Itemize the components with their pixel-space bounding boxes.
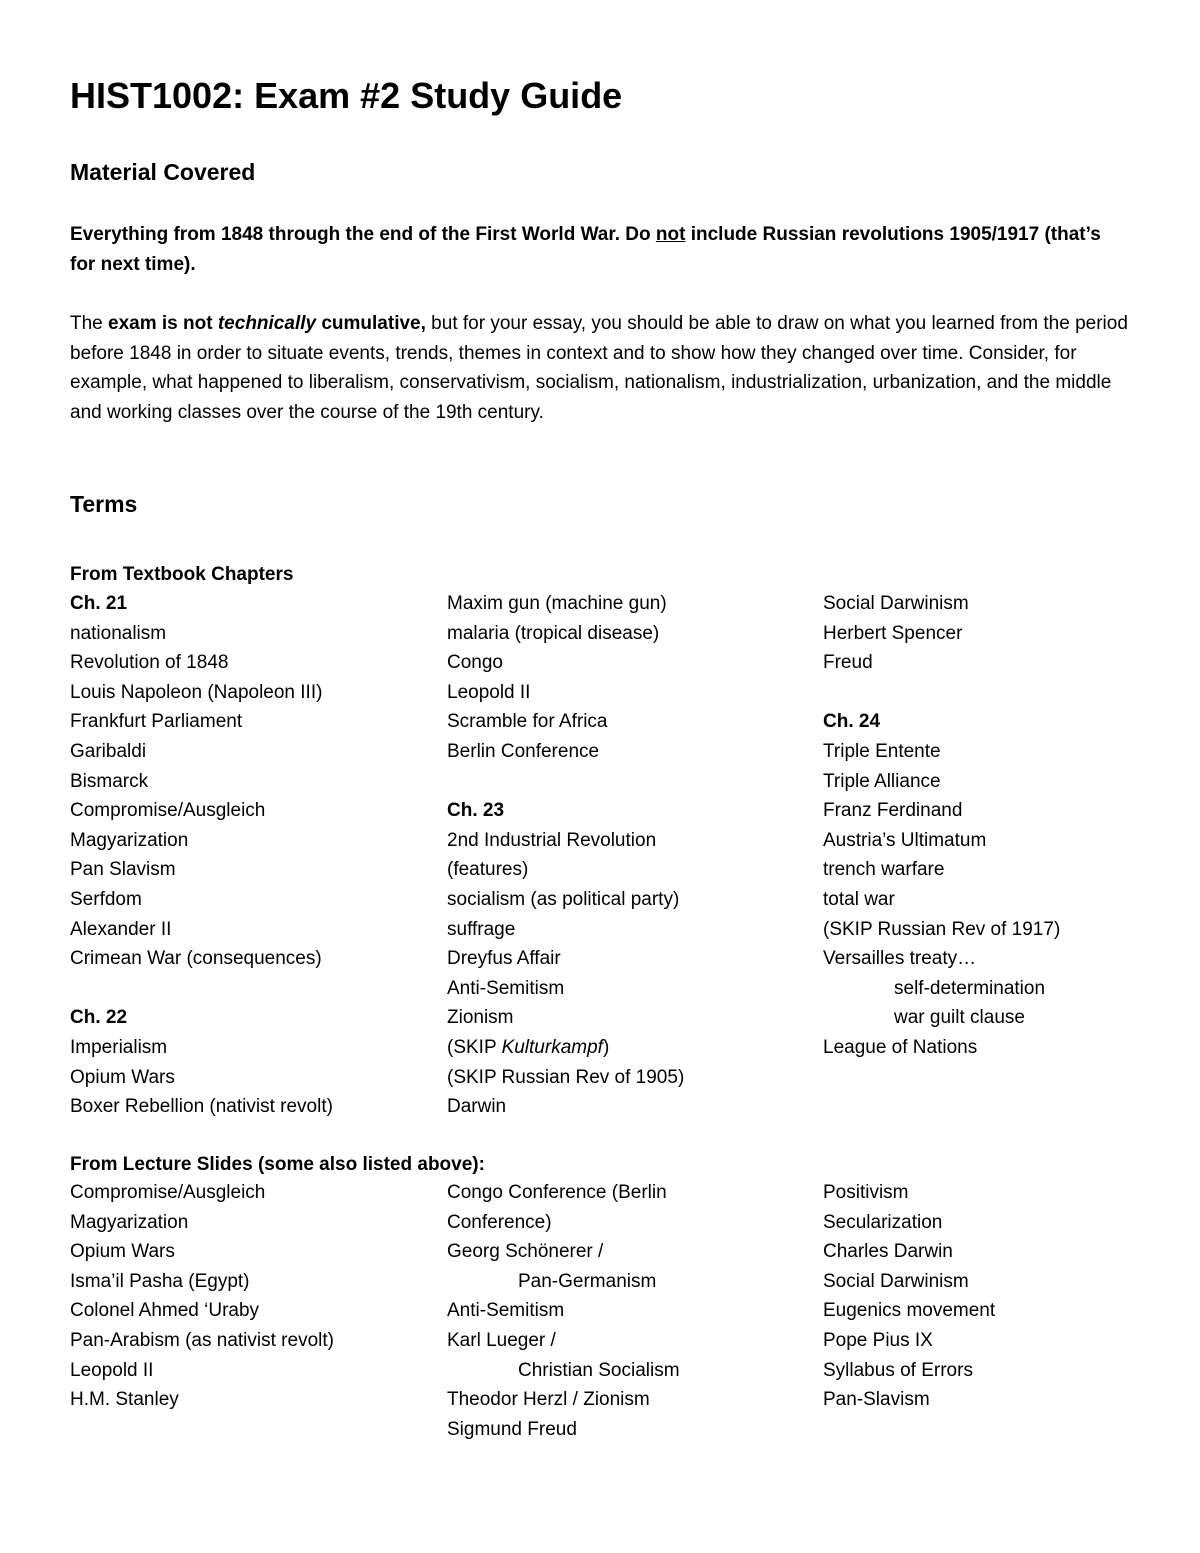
term-subitem: war guilt clause [894,1007,1025,1029]
term-item: Positivism [823,1182,909,1203]
term-item: Pope Pius IX [823,1329,933,1351]
term-item: Frankfurt Parliament [70,711,243,733]
term-item: Maxim gun (machine gun) [447,593,667,614]
term-item: Congo [447,652,503,674]
skip-prefix: (SKIP [447,1036,502,1058]
para-bold-1: exam is not [108,313,218,334]
term-item: Leopold II [447,681,531,703]
term-item: Eugenics movement [823,1300,996,1322]
term-item: Anti-Semitism [447,977,565,999]
term-item: Magyarization [70,829,189,851]
term-item: Louis Napoleon (Napoleon III) [70,681,323,703]
textbook-column-2 [447,589,684,1122]
term-item: Social Darwinism [823,593,969,614]
term-item: malaria (tropical disease) [447,622,660,644]
term-item: (SKIP Russian Rev of 1905) [447,1066,685,1088]
term-item: Opium Wars [70,1241,175,1263]
term-item: Serfdom [70,888,142,910]
skip-suffix: ) [602,1036,610,1058]
term-item-skip-kulturkampf [447,1033,684,1063]
term-item: Revolution of 1848 [70,652,229,674]
textbook-subheading: From Textbook Chapters [70,564,294,585]
term-item: Berlin Conference [447,740,600,762]
term-item: Conference) [447,1211,552,1233]
term-item: Herbert Spencer [823,622,963,644]
term-item: Crimean War (consequences) [70,948,322,970]
chapter-heading: Ch. 23 [447,800,505,822]
term-item: Versailles treaty… [823,948,977,970]
term-item: Compromise/Ausgleich [70,1182,266,1203]
terms-heading: Terms [70,491,138,517]
term-item: Boxer Rebellion (nativist revolt) [70,1096,333,1118]
term-item: Triple Entente [823,740,941,762]
term-item: Anti-Semitism [447,1300,565,1322]
term-subitem: Christian Socialism [518,1359,680,1381]
term-item: Garibaldi [70,740,147,762]
term-item: (SKIP Russian Rev of 1917) [823,918,1061,940]
term-item: Syllabus of Errors [823,1359,973,1381]
term-item: Leopold II [70,1359,154,1381]
spacer [823,678,1060,708]
term-item: Pan-Slavism [823,1389,930,1411]
term-item: Charles Darwin [823,1241,953,1263]
term-item: socialism (as political party) [447,888,680,910]
term-item: Magyarization [70,1211,189,1233]
material-scope-paragraph [70,220,1130,279]
term-item: Colonel Ahmed ‘Uraby [70,1300,260,1322]
term-item: Zionism [447,1007,514,1029]
term-item: 2nd Industrial Revolution [447,829,657,851]
term-item: nationalism [70,622,167,644]
cumulative-paragraph [70,309,1130,427]
slides-column-2 [447,1178,680,1444]
slides-subheading: From Lecture Slides (some also listed above): [70,1154,485,1175]
term-item: total war [823,888,895,910]
scope-text-1: Everything from 1848 through the end of the First World War. Do [70,224,656,245]
term-item: Pan Slavism [70,859,176,881]
material-heading: Material Covered [70,159,256,185]
term-item: (features) [447,859,529,881]
para-lead: The [70,313,109,334]
para-bold-2: cumulative, [316,313,426,334]
term-item: Theodor Herzl / Zionism [447,1389,650,1411]
term-item: League of Nations [823,1036,978,1058]
slides-column-1 [70,1178,334,1415]
term-item: Isma’il Pasha (Egypt) [70,1270,250,1292]
term-item: Georg Schönerer / [447,1241,604,1263]
term-item: Triple Alliance [823,770,941,792]
term-item: H.M. Stanley [70,1389,179,1411]
term-item: Dreyfus Affair [447,948,561,970]
chapter-heading: Ch. 22 [70,1007,128,1029]
term-item: suffrage [447,918,516,940]
spacer [70,974,333,1004]
spacer [447,767,684,797]
scope-underlined-not: not [655,224,686,245]
slides-column-3 [823,1178,995,1415]
term-item: Compromise/Ausgleich [70,800,266,822]
term-item: Imperialism [70,1036,168,1058]
chapter-heading: Ch. 21 [70,593,128,614]
term-item: Social Darwinism [823,1270,969,1292]
term-item: Scramble for Africa [447,711,608,733]
term-item: Secularization [823,1211,943,1233]
term-item: Sigmund Freud [447,1418,577,1440]
para-rest: but for your essay, you should be able to draw on what you learned from the period before 1848 in order to situate events, trends, themes in context and to show how they changed over time. Consider, for example, what happened to liberalism, conservativism, socialism, nationalism, industrialization, urbanization, and the middle and working classes over the course of the 19th century. [70,313,1128,423]
term-item: Congo Conference (Berlin [447,1182,667,1203]
term-item: Pan-Arabism (as nativist revolt) [70,1329,334,1351]
page-title: HIST1002: Exam #2 Study Guide [70,75,623,116]
term-item: Darwin [447,1096,507,1118]
term-item: Franz Ferdinand [823,800,963,822]
chapter-heading: Ch. 24 [823,711,881,733]
term-subitem: Pan-Germanism [518,1270,657,1292]
textbook-column-3 [823,589,1060,1063]
term-item: Karl Lueger / [447,1329,556,1351]
textbook-column-1 [70,589,333,1122]
term-item: Freud [823,652,873,674]
term-item: trench warfare [823,859,945,881]
scope-text-2: include Russian revolutions 1905/1917 (that’s for next time). [70,224,1101,275]
term-item: Bismarck [70,770,149,792]
term-item: Opium Wars [70,1066,175,1088]
term-item: Alexander II [70,918,172,940]
term-subitem: self-determination [894,977,1046,999]
kulturkampf-italic: Kulturkampf [501,1036,603,1058]
term-item: Austria’s Ultimatum [823,829,987,851]
para-bold-italic: technically [217,313,317,334]
